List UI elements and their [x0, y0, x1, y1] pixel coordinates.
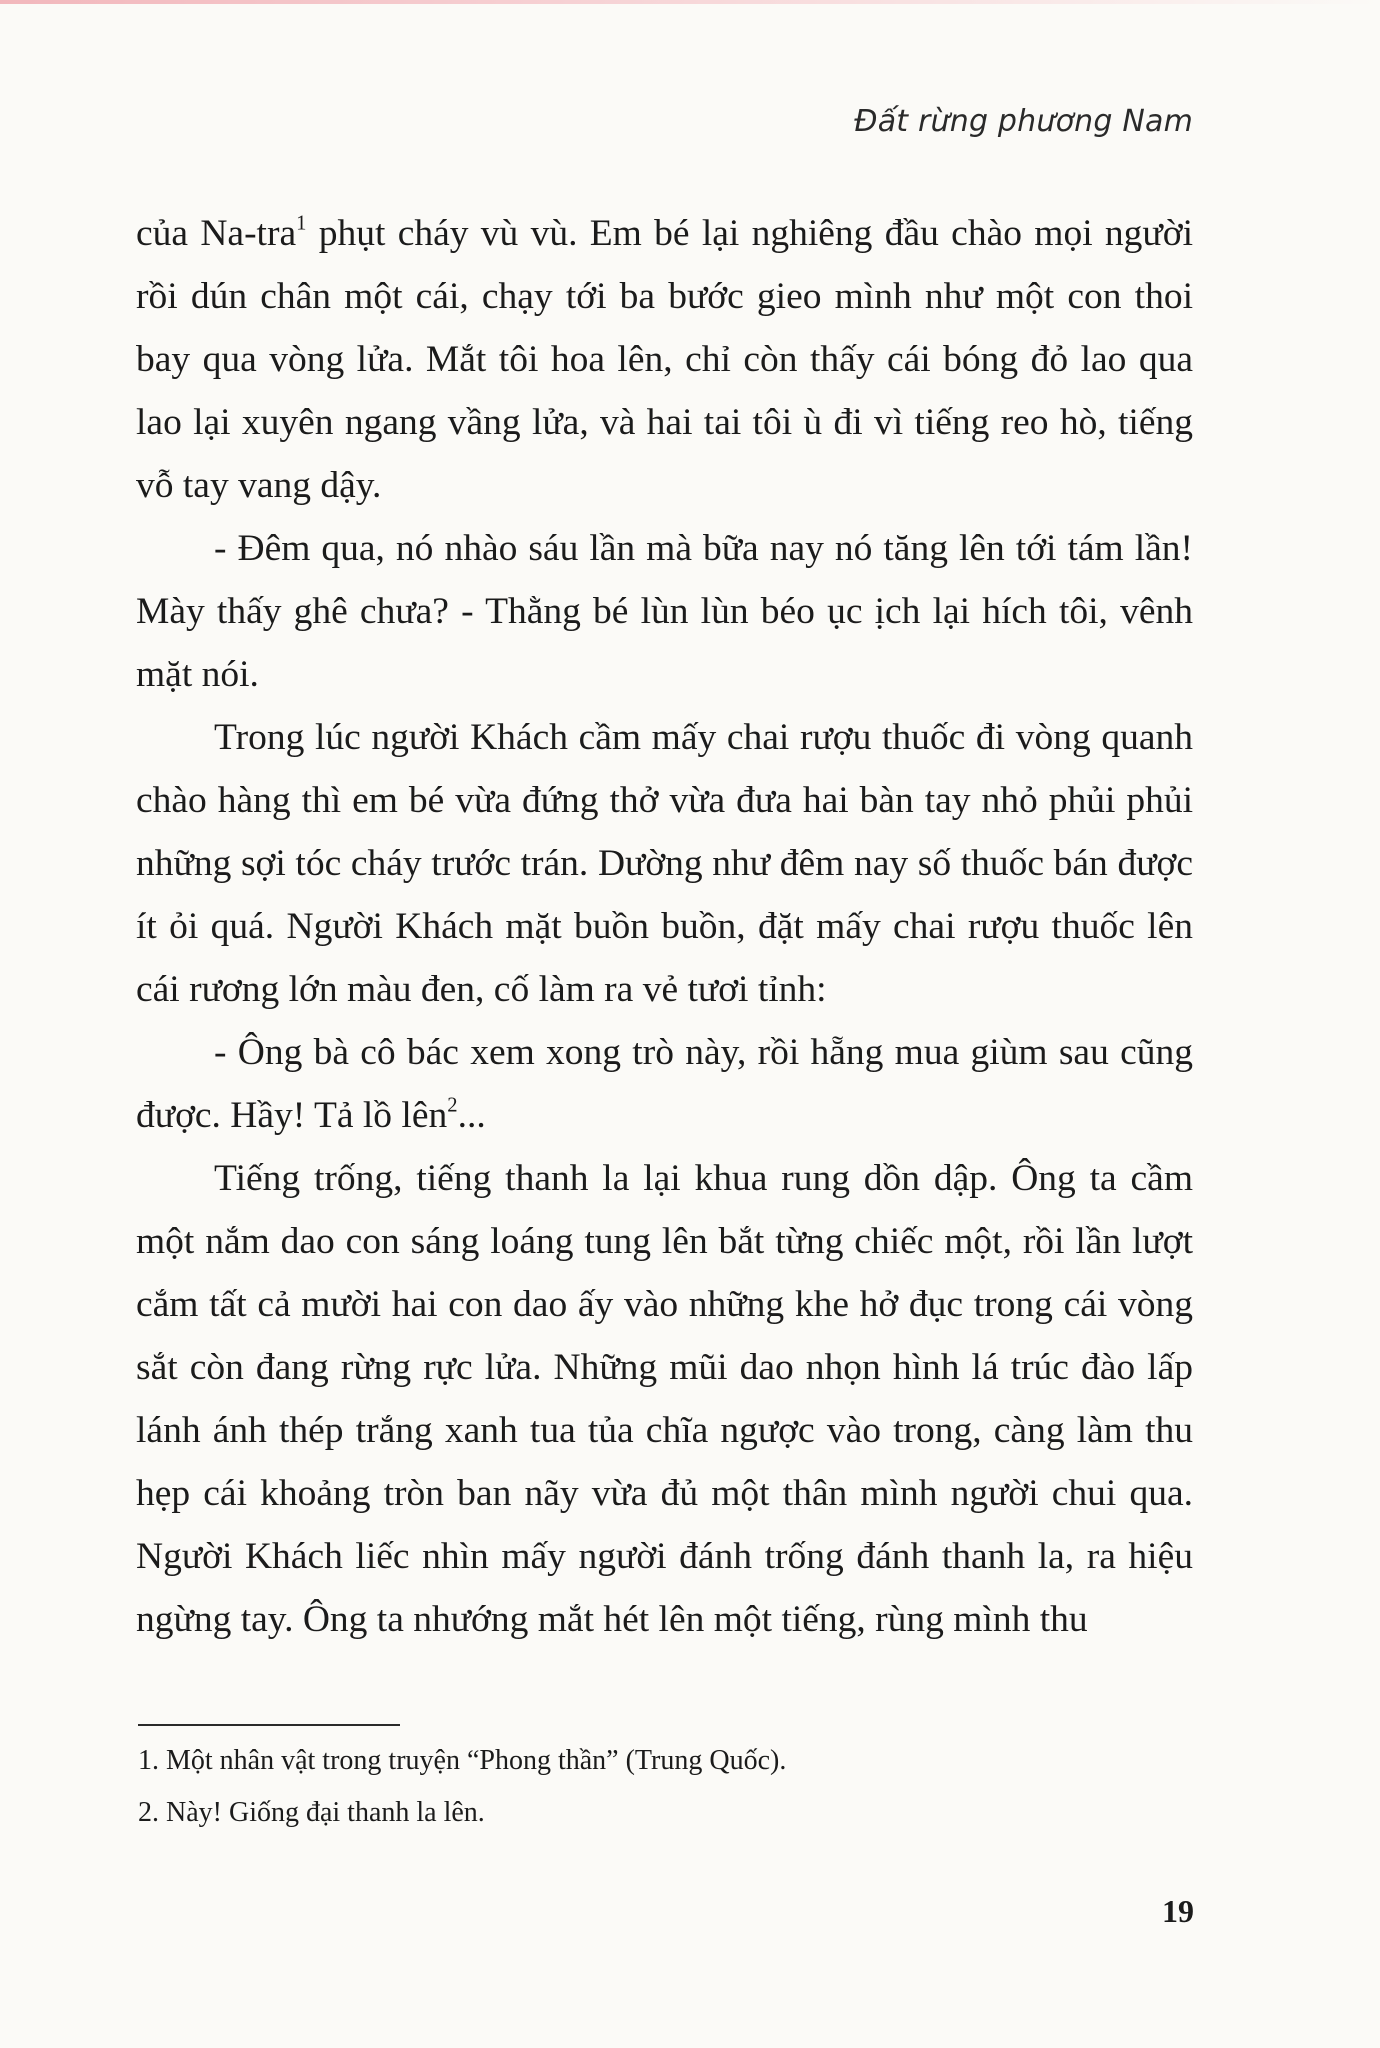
footnote-2: 2. Này! Giống đại thanh la lên. [138, 1797, 485, 1828]
page-number: 19 [1162, 1893, 1194, 1929]
footnotes [138, 1735, 1188, 1839]
paragraph-1 [136, 202, 1193, 517]
paragraph-1-rest: phụt cháy vù vù. Em bé lại nghiêng đầu chào mọi người rồi dún chân một cái, chạy tới ba bước gieo mình như một con thoi bay qua vòng lửa. Mắt tôi hoa lên, chỉ còn thấy cái bóng đỏ lao qua lao lại xuyên ngang vầng lửa, và hai tai tôi ù đi vì tiếng reo hò, tiếng vỗ tay vang dậy. [136, 213, 1193, 506]
footnote-ref-2: 2 [447, 1094, 458, 1117]
footnote-divider [138, 1724, 400, 1726]
paragraph-4 [136, 1021, 1193, 1147]
paragraph-5: Tiếng trống, tiếng thanh la lại khua rung dồn dập. Ông ta cầm một nắm dao con sáng loáng tung lên bắt từng chiếc một, rồi lần lượt cắm tất cả mười hai con dao ấy vào những khe hở đục trong cái vòng sắt còn đang rừng rực lửa. Những mũi dao nhọn hình lá trúc đào lấp lánh ánh thép trắng xanh tua tủa chĩa ngược vào trong, càng làm thu hẹp cái khoảng tròn ban nãy vừa đủ một thân mình người chui qua. Người Khách liếc nhìn mấy người đánh trống đánh thanh la, ra hiệu ngừng tay. Ông ta nhướng mắt hét lên một tiếng, rùng mình thu [136, 1158, 1193, 1640]
paragraph-1-start: của Na-tra [136, 213, 297, 254]
paragraph-2: - Đêm qua, nó nhào sáu lần mà bữa nay nó tăng lên tới tám lần! Mày thấy ghê chưa? - Thằng bé lùn lùn béo ục ịch lại hích tôi, vênh mặt nói. [136, 528, 1193, 695]
footnote-ref-1: 1 [296, 212, 307, 235]
running-header: Đất rừng phương Nam [854, 104, 1193, 139]
body-text [136, 202, 1193, 1651]
paragraph-4-end: ... [457, 1095, 486, 1136]
footnote-1: 1. Một nhân vật trong truyện “Phong thần” (Trung Quốc). [138, 1745, 787, 1776]
top-edge-accent [0, 0, 1380, 4]
paragraph-3: Trong lúc người Khách cầm mấy chai rượu thuốc đi vòng quanh chào hàng thì em bé vừa đứng thở vừa đưa hai bàn tay nhỏ phủi phủi những sợi tóc cháy trước trán. Dường như đêm nay số thuốc bán được ít ỏi quá. Người Khách mặt buồn buồn, đặt mấy chai rượu thuốc lên cái rương lớn màu đen, cố làm ra vẻ tươi tỉnh: [136, 717, 1193, 1010]
paragraph-4-start: - Ông bà cô bác xem xong trò này, rồi hẵng mua giùm sau cũng được. Hầy! Tả lồ lên [136, 1032, 1193, 1136]
